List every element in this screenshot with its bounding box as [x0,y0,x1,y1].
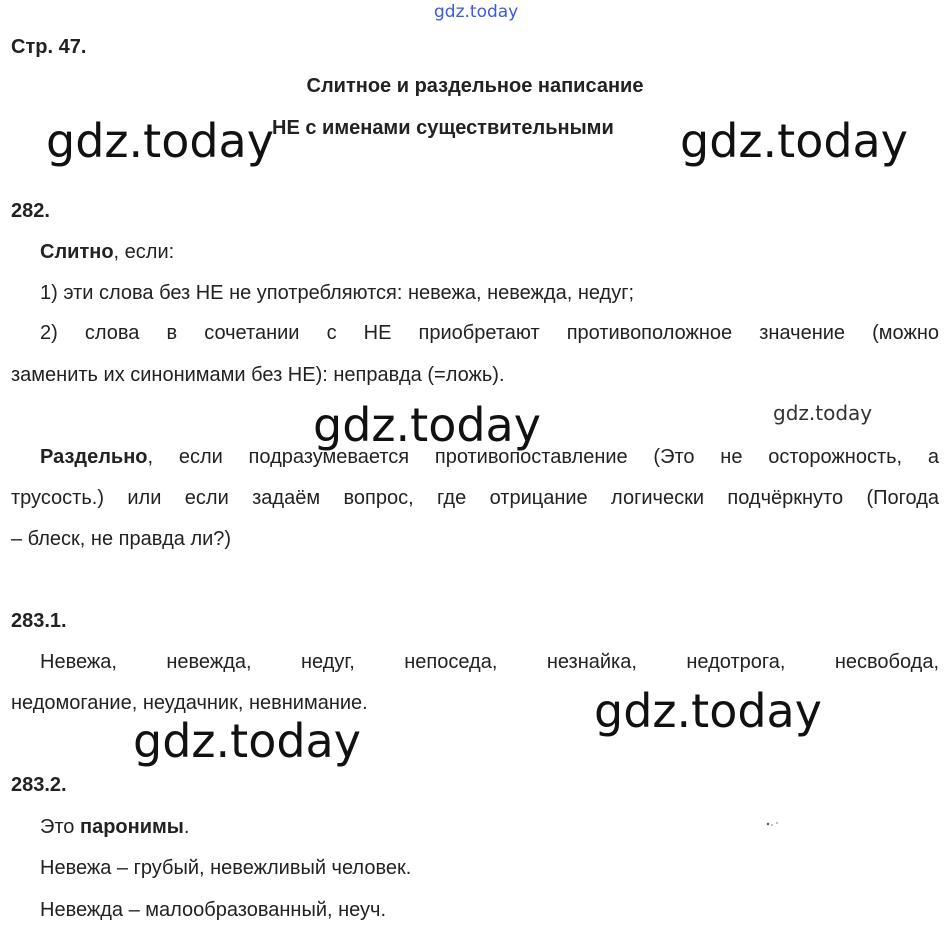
page-label: Стр. 47. [11,36,87,58]
section-title-line2: НЕ с именами существительными [272,117,614,139]
rule-text: , если подразумевается противопоставление (Это не осторожность, а [147,446,939,468]
section-title-line1: Слитное и раздельное написание [306,75,644,97]
exercise-number: 283.2. [11,774,67,796]
exercise-number: 283.1. [11,610,67,632]
intro-term: паронимы [80,816,184,838]
intro-end: . [183,816,190,838]
rule-item: 2) слова в сочетании с НЕ приобретают противоположное значение (можно [40,322,939,344]
rule-razdelno [40,446,939,469]
word-list: Невежа, невежда, недуг, непоседа, незнайка, недотрога, несвобода, [40,651,939,673]
paronyms-intro [40,816,189,839]
rule-text: – блеск, не правда ли?) [11,528,232,550]
word-list-continuation: недомогание, неудачник, невнимание. [11,692,368,714]
intro-text: Это [40,816,80,838]
watermark: gdz.today [313,398,541,452]
watermark-top: gdz.today [434,2,519,22]
watermark: gdz.today [46,114,274,168]
watermark: gdz.today [133,714,361,768]
rule-text: , если: [113,241,175,263]
rule-slitno [40,241,174,264]
watermark: gdz.today [680,114,908,168]
ink-speck [766,814,780,820]
exercise-number: 282. [11,200,50,222]
watermark: gdz.today [594,684,822,738]
watermark-small: gdz.today [773,401,873,425]
rule-text: трусость.) или если задаём вопрос, где отрицание логически подчёркнуто (Погода [11,487,939,509]
rule-term: Раздельно [40,446,148,468]
rule-item-continuation: заменить их синонимами без НЕ): неправда (=ложь). [11,364,505,386]
rule-term: Слитно [40,241,114,263]
definition: Невежа – грубый, невежливый человек. [40,857,412,879]
rule-item: 1) эти слова без НЕ не употребляются: невежа, невежда, недуг; [40,282,635,304]
definition: Невежда – малообразованный, неуч. [40,899,387,921]
